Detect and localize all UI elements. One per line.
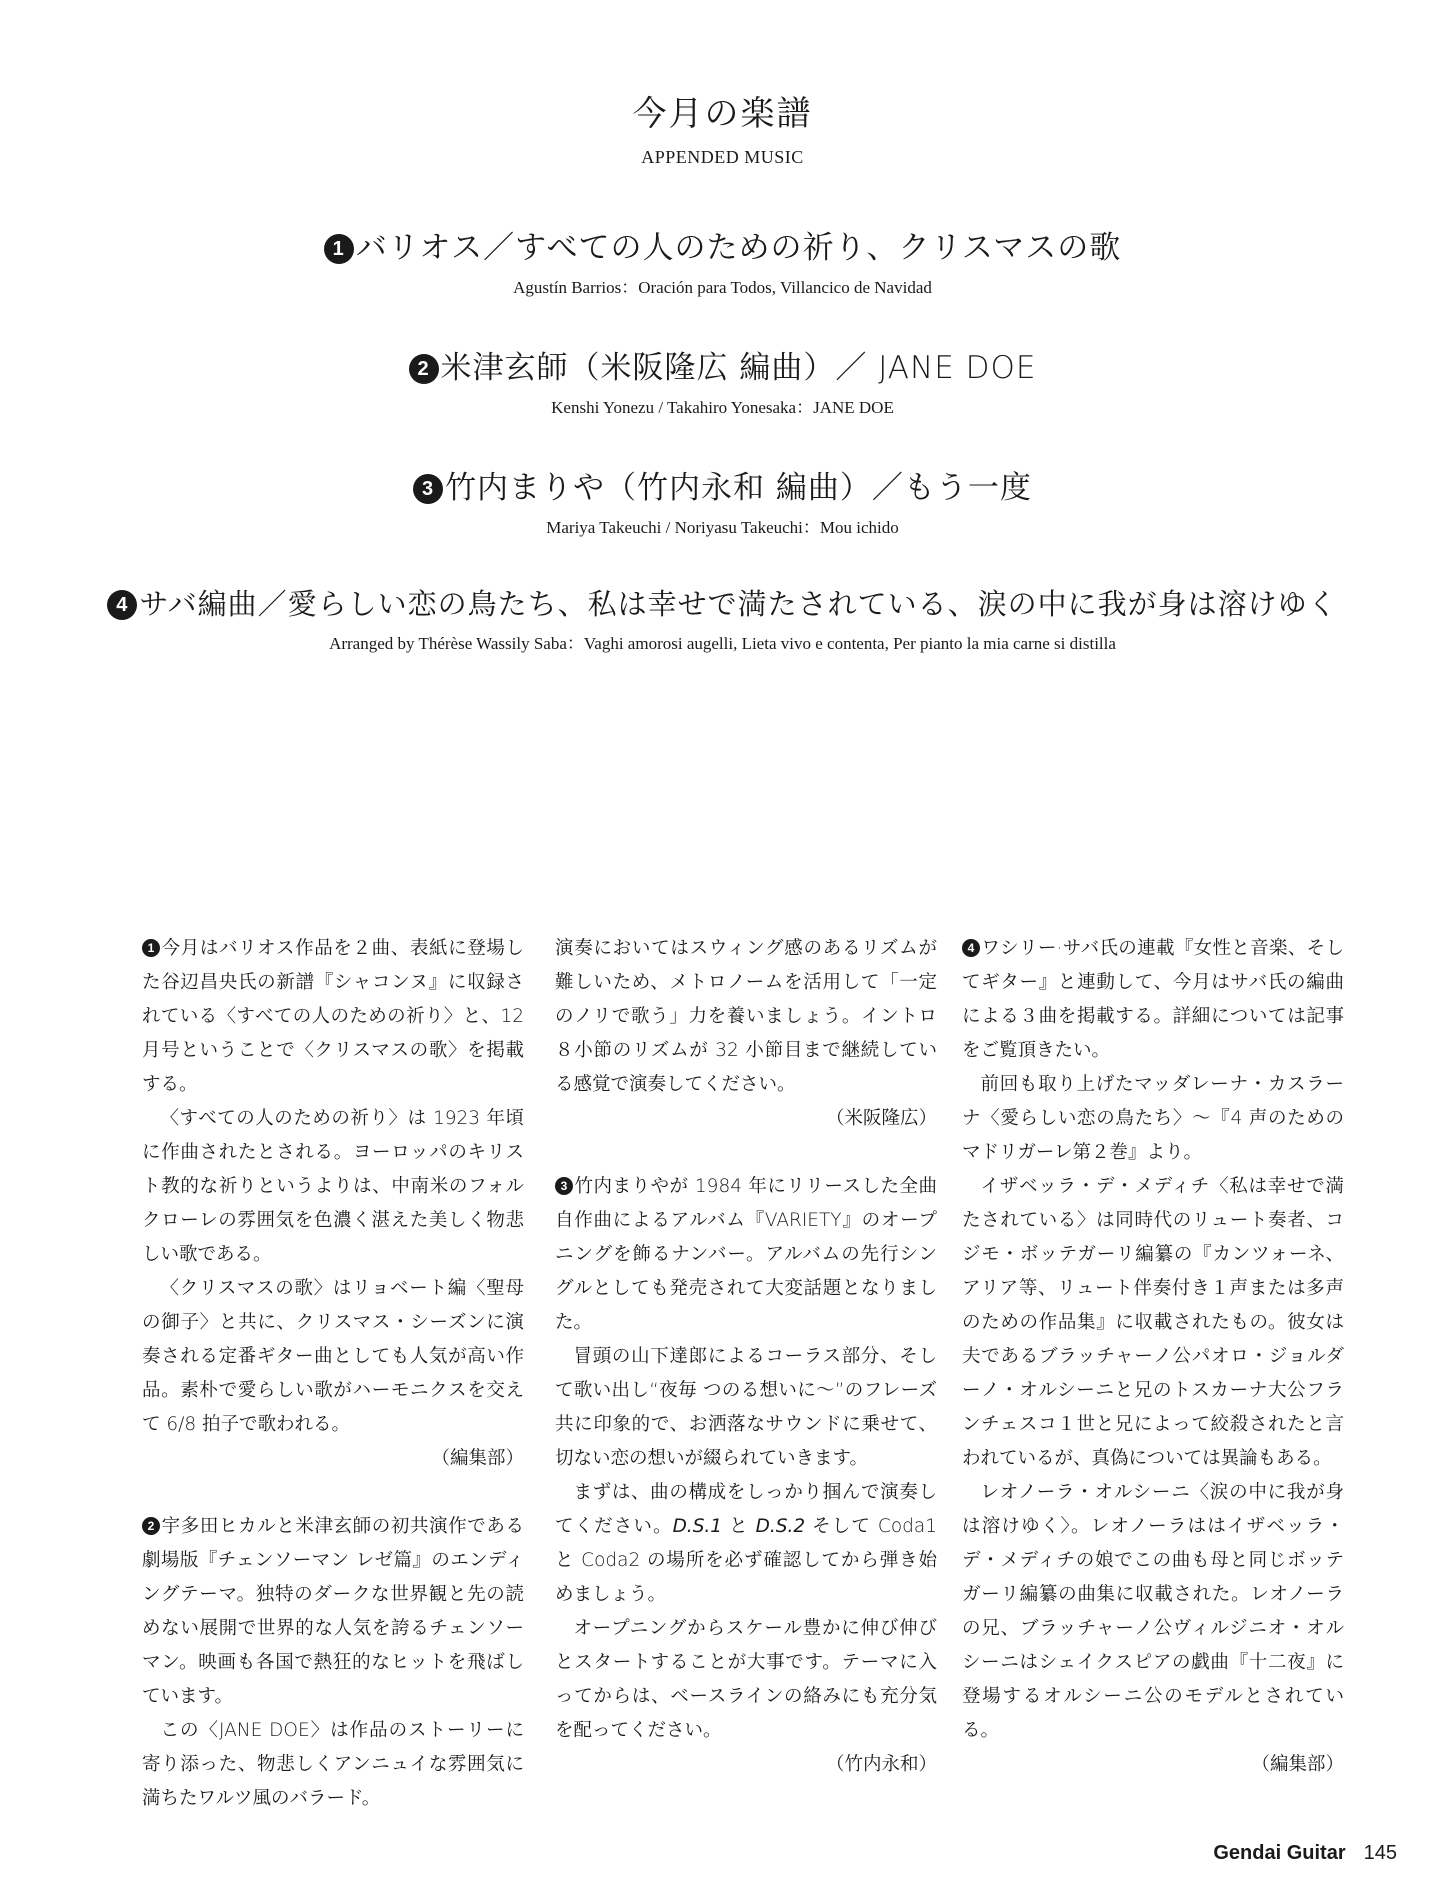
author-signature: （米阪隆広） [825, 1108, 937, 1129]
page-number: 145 [1363, 1842, 1397, 1864]
paragraph: 〈すべての人のための祈り〉は 1923 年頃に作曲されたとされる。ヨーロッパのキリスト教的な祈りというよりは、中南米のフォルクローレの雰囲気を色濃く湛えた美しく物悲しい歌である。 [142, 1108, 524, 1265]
commentary [142, 932, 1344, 1809]
number-badge-icon: 3 [413, 474, 443, 504]
author-signature: （竹内永和） [825, 1754, 937, 1775]
column-3 [962, 932, 1344, 1782]
paragraph: まずは、曲の構成をしっかり掴んで演奏してください。D.S.1 と D.S.2 そして Coda1 と Coda2 の場所を必ず確認してから弾き始めましょう。 [555, 1482, 937, 1605]
number-badge-icon: 2 [409, 354, 439, 384]
page-title: 今月の楽譜 [632, 94, 813, 134]
paragraph: レオノーラ・オルシーニ〈涙の中に我が身は溶けゆく〉。レオノーラははイザベッラ・デ・メディチの娘でこの曲も母と同じボッテガーリ編纂の曲集に収載された。レオノーラの兄、ブラッチャーノ公ヴィルジニオ・オルシーニはシェイクスピアの戯曲『十二夜』に登場するオルシーニ公のモデルとされている。 [962, 1482, 1344, 1741]
number-badge-icon: 1 [324, 234, 354, 264]
piece-title-jp: 竹内まりや（竹内永和 編曲）／もう一度 [445, 470, 1032, 506]
piece-title-en: Kenshi Yonezu / Takahiro Yonesaka：JANE DOE [551, 398, 894, 417]
page-header [0, 86, 1445, 168]
paragraph: イザベッラ・デ・メディチ〈私は幸せで満たされている〉は同時代のリュート奏者、コジモ・ボッテガーリ編纂の『カンツォーネ、アリア等、リュート伴奏付き１声または多声のための作品集』に収載されたもの。彼女は夫であるブラッチャーノ公パオロ・ジョルダーノ・オルシーニと兄のトスカーナ大公フランチェスコ１世と兄によって絞殺されたと言われているが、真偽については異論もある。 [962, 1176, 1344, 1469]
piece-title-jp: サバ編曲／愛らしい恋の鳥たち、私は幸せで満たされている、涙の中に我が身は溶けゆく [139, 587, 1338, 621]
paragraph: 4 ワシリー·サバ氏の連載『女性と音楽、そしてギター』と連動して、今月はサバ氏の編曲による３曲を掲載する。詳細については記事をご覧頂きたい。 [962, 938, 1344, 1061]
piece-title-en: Agustín Barrios：Oración para Todos, Villancico de Navidad [513, 278, 932, 297]
magazine-name: Gendai Guitar [1213, 1842, 1346, 1864]
piece-title-en: Mariya Takeuchi / Noriyasu Takeuchi：Mou ichido [546, 518, 899, 537]
number-badge-icon: 3 [555, 1177, 573, 1195]
number-badge-icon: 4 [107, 590, 137, 620]
piece-title-jp: 米津玄師（米阪隆広 編曲）／ JANE DOE [440, 350, 1037, 386]
paragraph: この〈JANE DOE〉は作品のストーリーに寄り添った、物悲しくアンニュイな雰囲気に満ちたワルツ風のバラード。 [142, 1720, 524, 1809]
paragraph: 演奏においてはスウィング感のあるリズムが難しいため、メトロノームを活用して「一定のノリで歌う」力を養いましょう。イントロ８小節のリズムが 32 小節目まで継続している感覚で演奏してください。 [555, 938, 937, 1095]
piece-3 [0, 462, 1445, 538]
piece-list [0, 222, 1445, 654]
piece-1 [0, 222, 1445, 298]
paragraph: 3 竹内まりやが 1984 年にリリースした全曲自作曲によるアルバム『VARIETY』のオープニングを飾るナンバー。アルバムの先行シングルとしても発売されて大変話題となりました。 [555, 1176, 937, 1333]
column-1 [142, 932, 524, 1816]
number-badge-icon: 1 [142, 939, 160, 957]
paragraph: 冒頭の山下達郎によるコーラス部分、そして歌い出し“夜毎 つのる想いに〜”のフレーズ共に印象的で、お洒落なサウンドに乗せて、切ない恋の想いが綴られていきます。 [555, 1346, 937, 1469]
author-signature: （編集部） [431, 1448, 524, 1469]
piece-2 [0, 342, 1445, 418]
number-badge-icon: 2 [142, 1517, 160, 1535]
paragraph: 前回も取り上げたマッダレーナ・カスラーナ〈愛らしい恋の鳥たち〉〜『4 声のためのマドリガーレ第２巻』より。 [962, 1074, 1344, 1163]
piece-title-jp: バリオス／すべての人のための祈り、クリスマスの歌 [355, 230, 1122, 266]
column-2 [555, 932, 937, 1782]
piece-4 [0, 582, 1445, 654]
paragraph: 1 今月はバリオス作品を２曲、表紙に登場した谷辺昌央氏の新譜『シャコンヌ』に収録されている〈すべての人のための祈り〉と、12 月号ということで〈クリスマスの歌〉を掲載する。 [142, 938, 524, 1095]
author-signature: （編集部） [1251, 1754, 1344, 1775]
number-badge-icon: 4 [962, 939, 980, 957]
paragraph: 〈クリスマスの歌〉はリョベート編〈聖母の御子〉と共に、クリスマス・シーズンに演奏される定番ギター曲としても人気が高い作品。素朴で愛らしい歌がハーモニクスを交えて 6/8 拍子で歌われる。 [142, 1278, 524, 1435]
piece-title-en: Arranged by Thérèse Wassily Saba：Vaghi amorosi augelli, Lieta vivo e contenta, Per pianto la mia carne si distilla [329, 634, 1116, 653]
paragraph: オープニングからスケール豊かに伸び伸びとスタートすることが大事です。テーマに入ってからは、ベースラインの絡みにも充分気を配ってください。 [555, 1618, 937, 1741]
paragraph: 2 宇多田ヒカルと米津玄師の初共演作である劇場版『チェンソーマン レゼ篇』のエンディングテーマ。独特のダークな世界観と先の読めない展開で世界的な人気を誇るチェンソーマン。映画も各国で熱狂的なヒットを飛ばしています。 [142, 1516, 524, 1707]
page-footer [1213, 1842, 1397, 1865]
page-subtitle: APPENDED MUSIC [641, 147, 804, 167]
